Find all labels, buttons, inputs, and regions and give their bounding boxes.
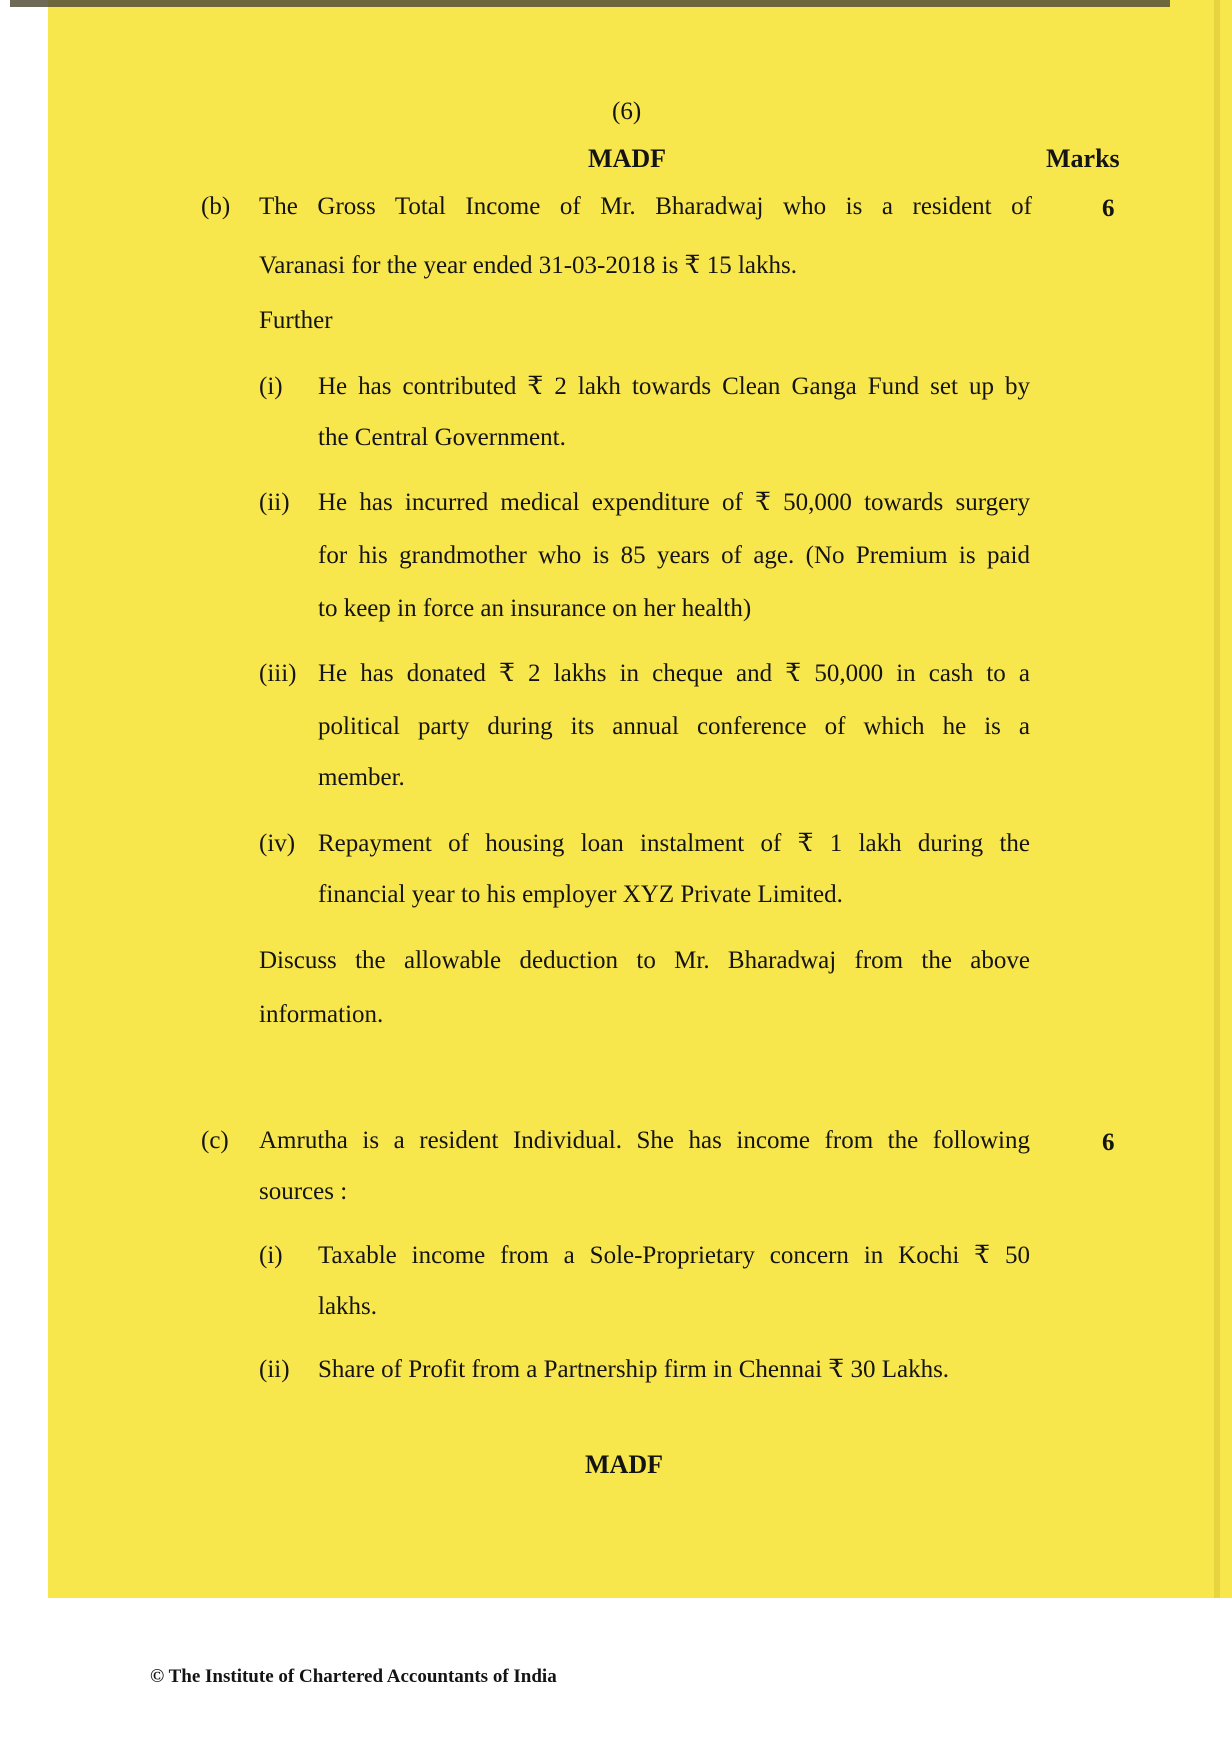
question-c-item-i-line2: lakhs. — [318, 1293, 378, 1320]
header-code: MADF — [588, 144, 666, 173]
question-b-intro-line1: The Gross Total Income of Mr. Bharadwaj who is a resident of — [259, 193, 1032, 220]
footer-code: MADF — [585, 1450, 663, 1479]
question-c-label: (c) — [201, 1127, 229, 1154]
question-b-item-iii-line1: He has donated ₹ 2 lakhs in cheque and ₹ 50,000 in cash to a — [318, 660, 1030, 687]
question-b-item-i-line2: the Central Government. — [318, 424, 566, 451]
copyright-notice: © The Institute of Chartered Accountants of India — [150, 1666, 557, 1687]
question-c-intro-line2: sources : — [259, 1178, 348, 1205]
question-b-item-i-line1: He has contributed ₹ 2 lakh towards Clean Ganga Fund set up by — [318, 373, 1030, 400]
question-b-item-i-label: (i) — [259, 373, 283, 400]
question-c-marks: 6 — [1102, 1129, 1115, 1156]
question-c-item-i-label: (i) — [259, 1242, 283, 1269]
marks-heading: Marks — [1046, 144, 1120, 173]
question-b-item-iv-line1: Repayment of housing loan instalment of ₹ 1 lakh during the — [318, 830, 1030, 857]
question-b-item-iii-line2: political party during its annual conference of which he is a — [318, 713, 1030, 740]
question-b-item-ii-label: (ii) — [259, 489, 290, 516]
question-b-label: (b) — [201, 193, 231, 220]
question-b-marks: 6 — [1102, 195, 1115, 222]
question-b-item-ii-line1: He has incurred medical expenditure of ₹ 50,000 towards surgery — [318, 489, 1030, 516]
question-b-discuss-line1: Discuss the allowable deduction to Mr. Bharadwaj from the above — [259, 947, 1030, 974]
question-c-item-ii-line1: Share of Profit from a Partnership firm in Chennai ₹ 30 Lakhs. — [318, 1356, 950, 1383]
question-b-item-iii-label: (iii) — [259, 660, 297, 687]
question-b-item-iv-line2: financial year to his employer XYZ Private Limited. — [318, 881, 843, 908]
question-b-item-iv-label: (iv) — [259, 830, 296, 857]
question-b-item-iii-line3: member. — [318, 764, 405, 791]
question-b-intro-line2: Varanasi for the year ended 31-03-2018 is ₹ 15 lakhs. — [259, 252, 797, 279]
question-c-item-ii-label: (ii) — [259, 1356, 290, 1383]
question-b-discuss-line2: information. — [259, 1001, 384, 1028]
question-c-item-i-line1: Taxable income from a Sole-Proprietary concern in Kochi ₹ 50 — [318, 1242, 1030, 1269]
question-c-intro-line1: Amrutha is a resident Individual. She has income from the following — [259, 1127, 1030, 1154]
page-number: (6) — [612, 98, 642, 125]
question-b-item-ii-line3: to keep in force an insurance on her health) — [318, 595, 752, 622]
scan-top-edge — [10, 0, 1170, 7]
scan-right-edge — [1214, 0, 1220, 1598]
question-b-item-ii-line2: for his grandmother who is 85 years of age. (No Premium is paid — [318, 542, 1030, 569]
question-b-further: Further — [259, 307, 333, 334]
